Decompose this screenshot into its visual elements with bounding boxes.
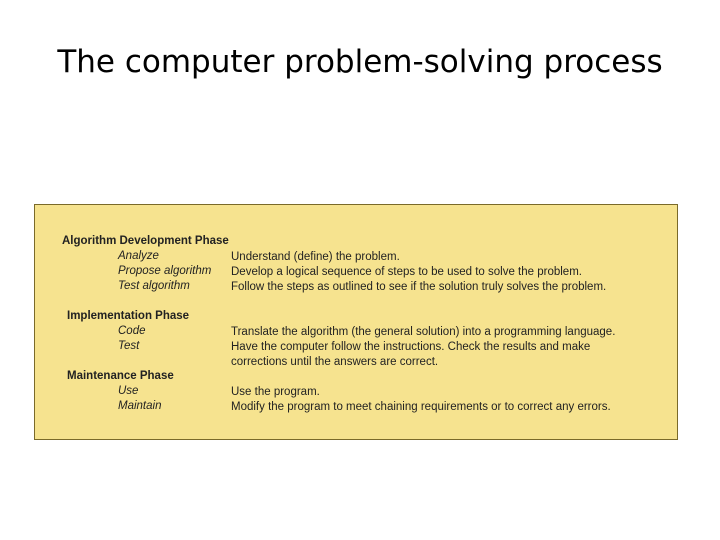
step-description-analyze: Understand (define) the problem. <box>231 251 400 263</box>
step-name-propose-algorithm: Propose algorithm <box>118 265 212 277</box>
phase-title-implementation: Implementation Phase <box>67 310 190 322</box>
step-name-use: Use <box>118 385 139 397</box>
step-name-maintain: Maintain <box>118 400 162 412</box>
process-table <box>34 204 678 440</box>
phase-title-algorithm-development: Algorithm Development Phase <box>62 235 229 247</box>
step-name-test-algorithm: Test algorithm <box>118 280 190 292</box>
step-description-test: Have the computer follow the instructions. Check the results and make corrections until the answers are correct. <box>231 341 591 368</box>
step-name-analyze: Analyze <box>118 250 159 262</box>
step-name-test: Test <box>118 340 140 352</box>
step-description-use: Use the program. <box>231 386 320 398</box>
step-description-maintain: Modify the program to meet chaining requirements or to correct any errors. <box>231 401 611 413</box>
step-description-code: Translate the algorithm (the general solution) into a programming language. <box>231 326 616 338</box>
slide-title: The computer problem-solving process <box>57 44 663 80</box>
step-name-code: Code <box>118 325 146 337</box>
step-description-propose-algorithm: Develop a logical sequence of steps to be used to solve the problem. <box>231 266 582 278</box>
phase-title-maintenance: Maintenance Phase <box>67 370 174 382</box>
step-description-test-algorithm: Follow the steps as outlined to see if the solution truly solves the problem. <box>231 281 607 293</box>
